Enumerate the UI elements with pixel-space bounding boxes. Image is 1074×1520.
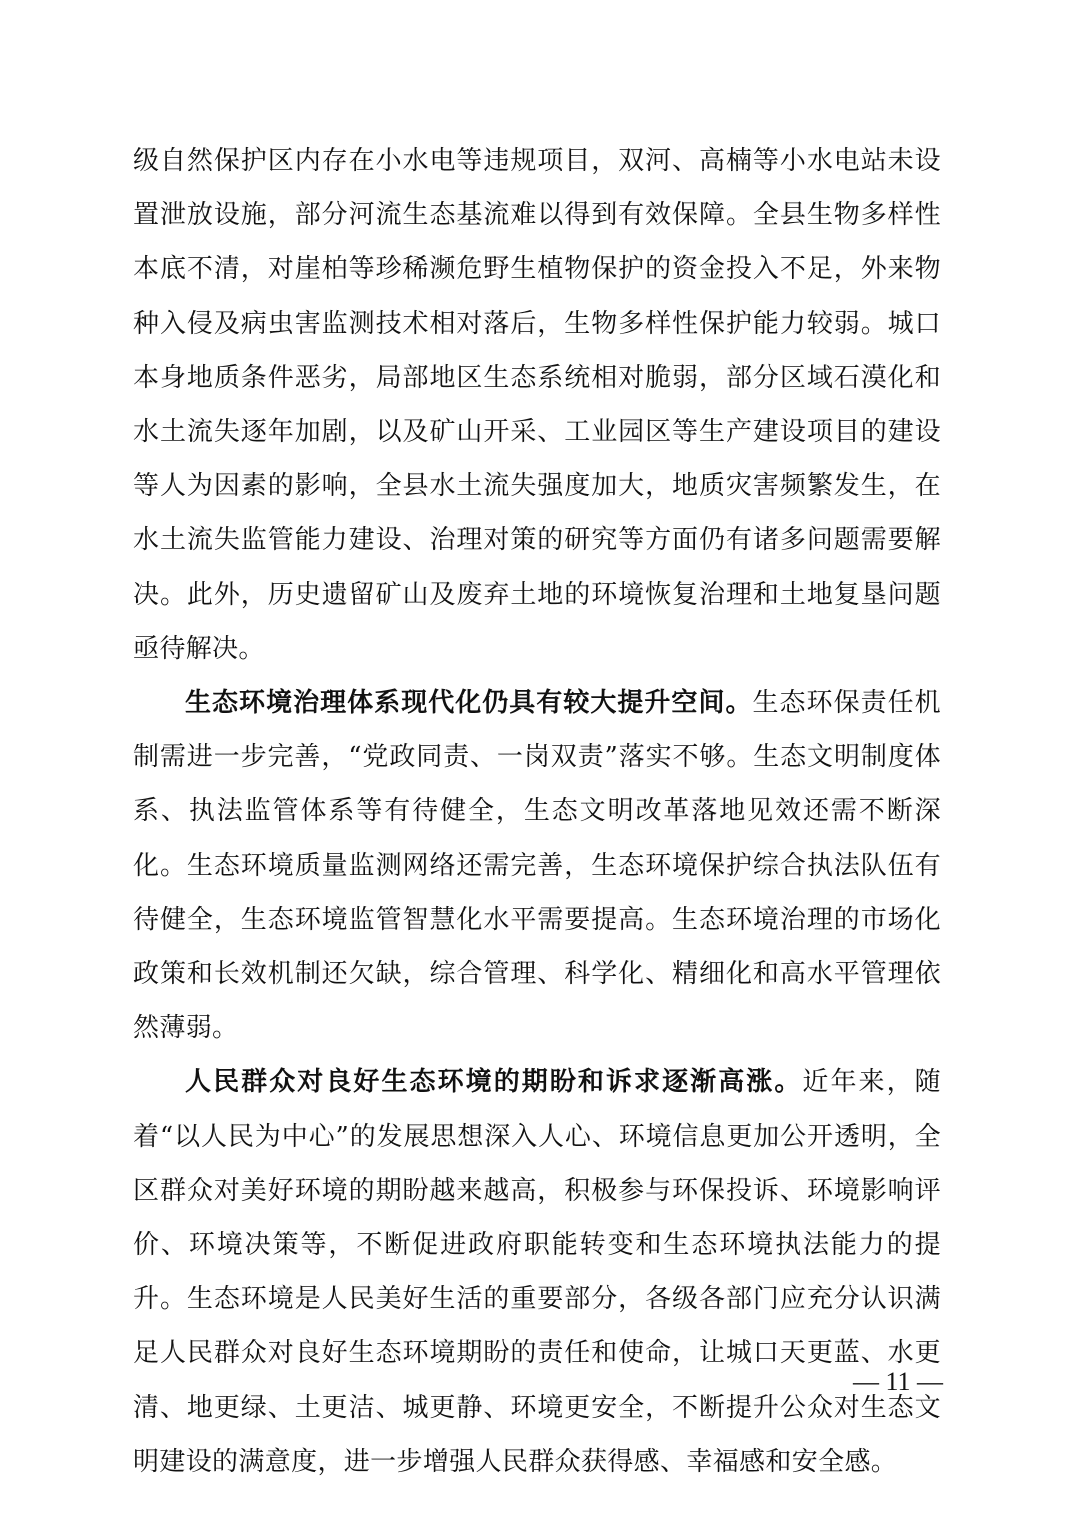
- paragraph-public-expectations: [133, 1055, 941, 1489]
- paragraph-governance: [133, 676, 941, 1055]
- paragraph-heading: 人民群众对良好生态环境的期盼和诉求逐渐高涨。: [185, 1067, 803, 1098]
- body-text: [133, 134, 941, 1489]
- page-number: — 11 —: [852, 1367, 943, 1396]
- paragraph-text: 近年来，随着“以人民为中心”的发展思想深入人心、环境信息更加公开透明，全区群众对美好环境的期盼越来越高，积极参与环保投诉、环境影响评价、环境决策等，不断促进政府职能转变和生态环境执法能力的提升。生态环境是人民美好生活的重要部分，各级各部门应充分认识满足人民群众对良好生态环境期盼的责任和使命，让城口天更蓝、水更清、地更绿、土更洁、城更静、环境更安全，不断提升公众对生态文明建设的满意度，进一步增强人民群众获得感、幸福感和安全感。: [133, 1067, 941, 1477]
- paragraph-text: 级自然保护区内存在小水电等违规项目，双河、高楠等小水电站未设置泄放设施，部分河流生态基流难以得到有效保障。全县生物多样性本底不清，对崖柏等珍稀濒危野生植物保护的资金投入不足，外来物种入侵及病虫害监测技术相对落后，生物多样性保护能力较弱。城口本身地质条件恶劣，局部地区生态系统相对脆弱，部分区域石漠化和水土流失逐年加剧，以及矿山开采、工业园区等生产建设项目的建设等人为因素的影响，全县水土流失强度加大，地质灾害频繁发生，在水土流失监管能力建设、治理对策的研究等方面仍有诸多问题需要解决。此外，历史遗留矿山及废弃土地的环境恢复治理和土地复垦问题亟待解决。: [133, 146, 941, 664]
- paragraph-heading: 生态环境治理体系现代化仍具有较大提升空间。: [185, 688, 753, 719]
- paragraph-continuation: [133, 134, 941, 676]
- paragraph-text: 生态环保责任机制需进一步完善，“党政同责、一岗双责”落实不够。生态文明制度体系、执法监管体系等有待健全，生态文明改革落地见效还需不断深化。生态环境质量监测网络还需完善，生态环境保护综合执法队伍有待健全，生态环境监管智慧化水平需要提高。生态环境治理的市场化政策和长效机制还欠缺，综合管理、科学化、精细化和高水平管理依然薄弱。: [133, 688, 941, 1044]
